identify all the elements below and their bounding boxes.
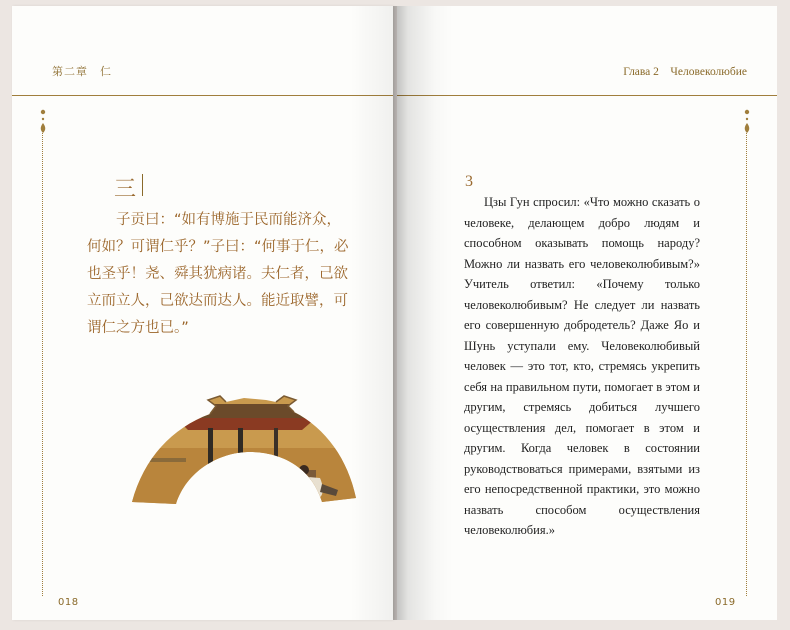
right-page [397, 6, 777, 620]
right-page-number: 019 [715, 597, 736, 608]
right-margin-dotted-line [746, 126, 747, 596]
right-header-rule [397, 95, 777, 96]
left-margin-dotted-line [42, 126, 43, 596]
section-number-chinese: 三 [114, 177, 137, 202]
russian-passage [464, 192, 700, 541]
section-number-russian: 3 [465, 173, 473, 190]
left-ornament-icon [38, 109, 48, 135]
right-running-head: Глава 2 Человеколюбие [623, 66, 747, 78]
left-running-head: 第二章 仁 [52, 65, 112, 78]
left-header-rule [12, 95, 393, 96]
russian-paragraph: Цзы Гун спросил: «Что можно сказать о человеке, делающем добро людям и способном оказывать помощь народу? Можно ли назвать его человеколюбивым?» Учитель ответил: «Почему только человеколюбивым? Не следует ли назвать его совершенную добродетель? Даже Яо и Шунь уступали ему. Человеколюбивый человек — это тот, кто, стремясь укрепить себя на правильном пути, помогает в этом и другим, стремясь добиться лучшего осуществления дел, помогает в этом и другим. Когда человек в состоянии руководствоваться примерами, взятыми из его непосредственной практики, это можно назвать способом осуществления человеколюбия.» [464, 195, 700, 537]
fan-painting-illustration [126, 388, 358, 506]
left-page [12, 6, 393, 620]
section-number-bar [142, 174, 143, 196]
left-page-number: 018 [58, 597, 79, 608]
right-ornament-icon [742, 109, 752, 135]
chinese-passage [87, 207, 352, 342]
chinese-paragraph: 子贡曰：“如有博施于民而能济众，何如？可谓仁乎？”子曰：“何事于仁，必也圣乎！尧、舜其犹病诸。夫仁者，己欲立而立人，己欲达而达人。能近取譬，可谓仁之方也已。” [87, 212, 349, 336]
